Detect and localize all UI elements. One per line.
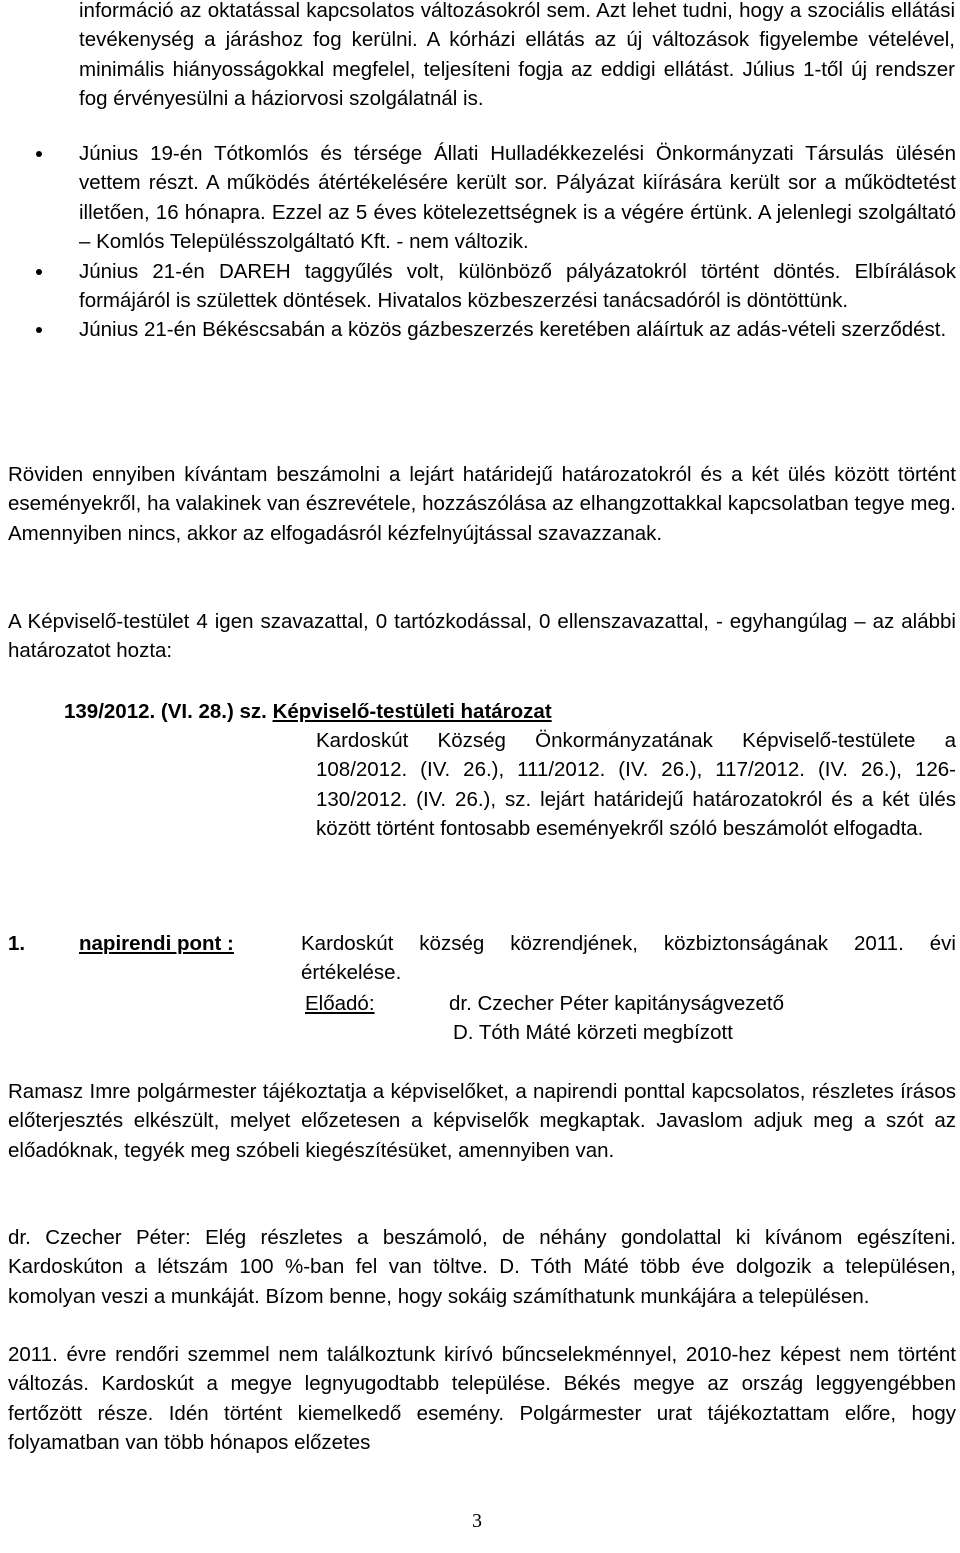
agenda-text: Kardoskút község közrendjének, közbiztonságának 2011. évi értékelése.	[301, 932, 956, 985]
agenda-number: 1.	[8, 932, 26, 955]
resolution-title: Képviselő-testületi határozat	[272, 700, 552, 723]
page-number: 3	[472, 1510, 482, 1532]
mayor-paragraph: Ramasz Imre polgármester tájékoztatja a képviselőket, a napirendi ponttal kapcsolatos, részletes írásos előterjesztés elkészült, melyet előzetesen a képviselők megkaptak. Javaslom adjuk meg a szót az előadóknak, tegyék meg szóbeli kiegészítésüket, amennyiben van.	[8, 1080, 956, 1162]
bullet-text: Június 21-én Békéscsabán a közös gázbeszerzés keretében aláírtuk az adás-vételi szerződést.	[79, 318, 947, 342]
bullet-dot-icon	[36, 269, 42, 275]
vote-paragraph: A Képviselő-testület 4 igen szavazattal, 0 tartózkodással, 0 ellenszavazattal, - egyhangúlag – az alábbi határozatot hozta:	[8, 610, 956, 663]
bullet-item	[0, 315, 956, 344]
intro-continuation: információ az oktatással kapcsolatos változásokról sem. Azt lehet tudni, hogy a szociális ellátási tevékenység a járáshoz fog kerülni. A kórházi ellátás az új változások figyelembe vételével, minimális hiányosságokkal megfelel, teljesíteni fogja az eddigi ellátást. Július 1-től új rendszer fog érvényesülni a háziorvosi szolgálatnál is.	[79, 0, 955, 111]
bullet-item	[0, 257, 956, 316]
bullet-text: Június 19-én Tótkomlós és térsége Állati Hulladékkezelési Önkormányzati Társulás ülésén vettem részt. A működés átértékelésére került sor. Pályázat kiírására került sor a működtetést illetően, 16 hónapra. Ezzel az 5 éves kötelezettségnek is a végére értünk. A jelenlegi szolgáltató – Komlós Településszolgáltató Kft. - nem változik.	[79, 142, 956, 254]
presenter-1: dr. Czecher Péter kapitányságvezető	[449, 992, 785, 1015]
bullet-text: Június 21-én DAREH taggyűlés volt, különböző pályázatokról történt döntés. Elbírálások formájáról is születtek döntések. Hivatalos közbeszerzési tanácsadóról is döntöttünk.	[79, 259, 956, 313]
agenda-label: napirendi pont :	[79, 932, 234, 955]
presenter-2: D. Tóth Máté körzeti megbízott	[453, 1021, 733, 1044]
bullet-list	[0, 139, 956, 345]
bullet-item	[0, 139, 956, 257]
summary-paragraph: Röviden ennyiben kívántam beszámolni a lejárt határidejű határozatokról és a két ülés között történt eseményekről, ha valakinek van észrevétele, hozzászólása az elhangzottakkal kapcsolatban tegye meg. Amennyiben nincs, akkor az elfogadásról kézfelnyújtással szavazzanak.	[8, 463, 956, 545]
bullet-dot-icon	[36, 327, 42, 333]
bullet-dot-icon	[36, 151, 42, 157]
resolution-number: 139/2012. (VI. 28.) sz.	[64, 700, 267, 723]
presenter-label: Előadó:	[305, 992, 375, 1015]
czecher-paragraph: dr. Czecher Péter: Elég részletes a beszámoló, de néhány gondolattal ki kívánom egészíteni. Kardoskúton a létszám 100 %-ban fel van töltve. D. Tóth Máté több éve dolgozik a településen, komolyan veszi a munkáját. Bízom benne, hogy sokáig számíthatunk munkájára a településen.	[8, 1226, 956, 1308]
year-2011-paragraph: 2011. évre rendőri szemmel nem találkoztunk kirívó bűncselekménnyel, 2010-hez képest nem történt változás. Kardoskút a megye legnyugodtabb települése. Békés megye az ország leggyengébben fertőzött része. Idén történt kiemelkedő esemény. Polgármester urat tájékoztattam előre, hogy folyamatban van több hónapos előzetes	[8, 1343, 956, 1455]
resolution-text: Kardoskút Község Önkormányzatának Képviselő-testülete a 108/2012. (IV. 26.), 111/2012. (IV. 26.), 117/2012. (IV. 26.), 126-130/2012. (IV. 26.), sz. lejárt határidejű határozatokról és a két ülés között történt fontosabb eseményekről szóló beszámolót elfogadta.	[316, 729, 956, 841]
resolution-heading	[64, 697, 552, 726]
